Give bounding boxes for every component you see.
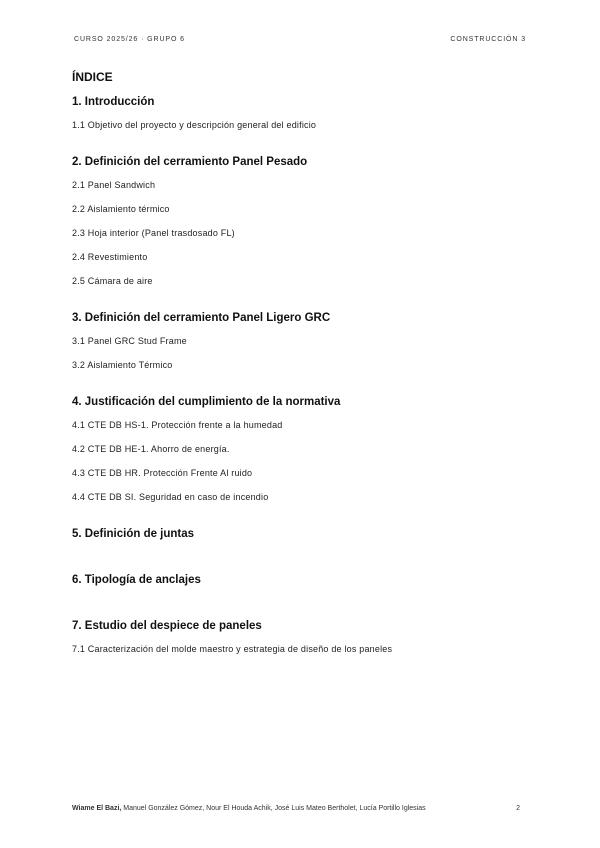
index-section bbox=[72, 396, 542, 502]
section-title: 3. Definición del cerramiento Panel Ligero GRC bbox=[72, 312, 331, 324]
index-sections bbox=[72, 96, 542, 654]
index-title: ÍNDICE bbox=[72, 70, 113, 84]
subsection-item: 2.5 Cámara de aire bbox=[72, 276, 153, 286]
section-title: 6. Tipología de anclajes bbox=[72, 574, 201, 586]
subsection-item: 2.1 Panel Sandwich bbox=[72, 180, 156, 190]
header-course: CURSO 2025/26 · GRUPO 6 bbox=[74, 36, 185, 43]
section-title: 2. Definición del cerramiento Panel Pesado bbox=[72, 156, 308, 168]
footer-authors-rest: Manuel González Gómez, Nour El Houda Achik, José Luis Mateo Bertholet, Lucía Portillo Iglesias bbox=[121, 805, 426, 812]
subsection-item: 4.1 CTE DB HS-1. Protección frente a la humedad bbox=[72, 420, 283, 430]
section-title: 4. Justificación del cumplimiento de la normativa bbox=[72, 396, 341, 408]
subsection-item: 3.1 Panel GRC Stud Frame bbox=[72, 336, 187, 346]
index-section bbox=[72, 620, 542, 654]
footer-author-first: Wiame El Bazi, bbox=[72, 805, 122, 812]
subsection-item: 2.2 Aislamiento térmico bbox=[72, 204, 170, 214]
subsection-item: 2.3 Hoja interior (Panel trasdosado FL) bbox=[72, 228, 235, 238]
section-title: 1. Introducción bbox=[72, 96, 155, 108]
subsection-item: 2.4 Revestimiento bbox=[72, 252, 148, 262]
index-section bbox=[72, 574, 542, 586]
page-number: 2 bbox=[516, 805, 520, 812]
section-title: 5. Definición de juntas bbox=[72, 528, 195, 540]
table-of-contents bbox=[72, 70, 542, 654]
index-section bbox=[72, 96, 542, 130]
subsection-item: 1.1 Objetivo del proyecto y descripción general del edificio bbox=[72, 120, 317, 130]
index-section bbox=[72, 156, 542, 286]
subsection-item: 7.1 Caracterización del molde maestro y estrategia de diseño de los paneles bbox=[72, 644, 393, 654]
section-title: 7. Estudio del despiece de paneles bbox=[72, 620, 262, 632]
index-section bbox=[72, 528, 542, 540]
subsection-item: 3.2 Aislamiento Térmico bbox=[72, 360, 173, 370]
subsection-item: 4.3 CTE DB HR. Protección Frente Al ruido bbox=[72, 468, 253, 478]
footer-authors bbox=[72, 805, 532, 812]
index-section bbox=[72, 312, 542, 370]
subsection-item: 4.4 CTE DB SI. Seguridad en caso de incendio bbox=[72, 492, 269, 502]
header-subject: CONSTRUCCIÓN 3 bbox=[450, 36, 526, 43]
subsection-item: 4.2 CTE DB HE-1. Ahorro de energía. bbox=[72, 444, 230, 454]
